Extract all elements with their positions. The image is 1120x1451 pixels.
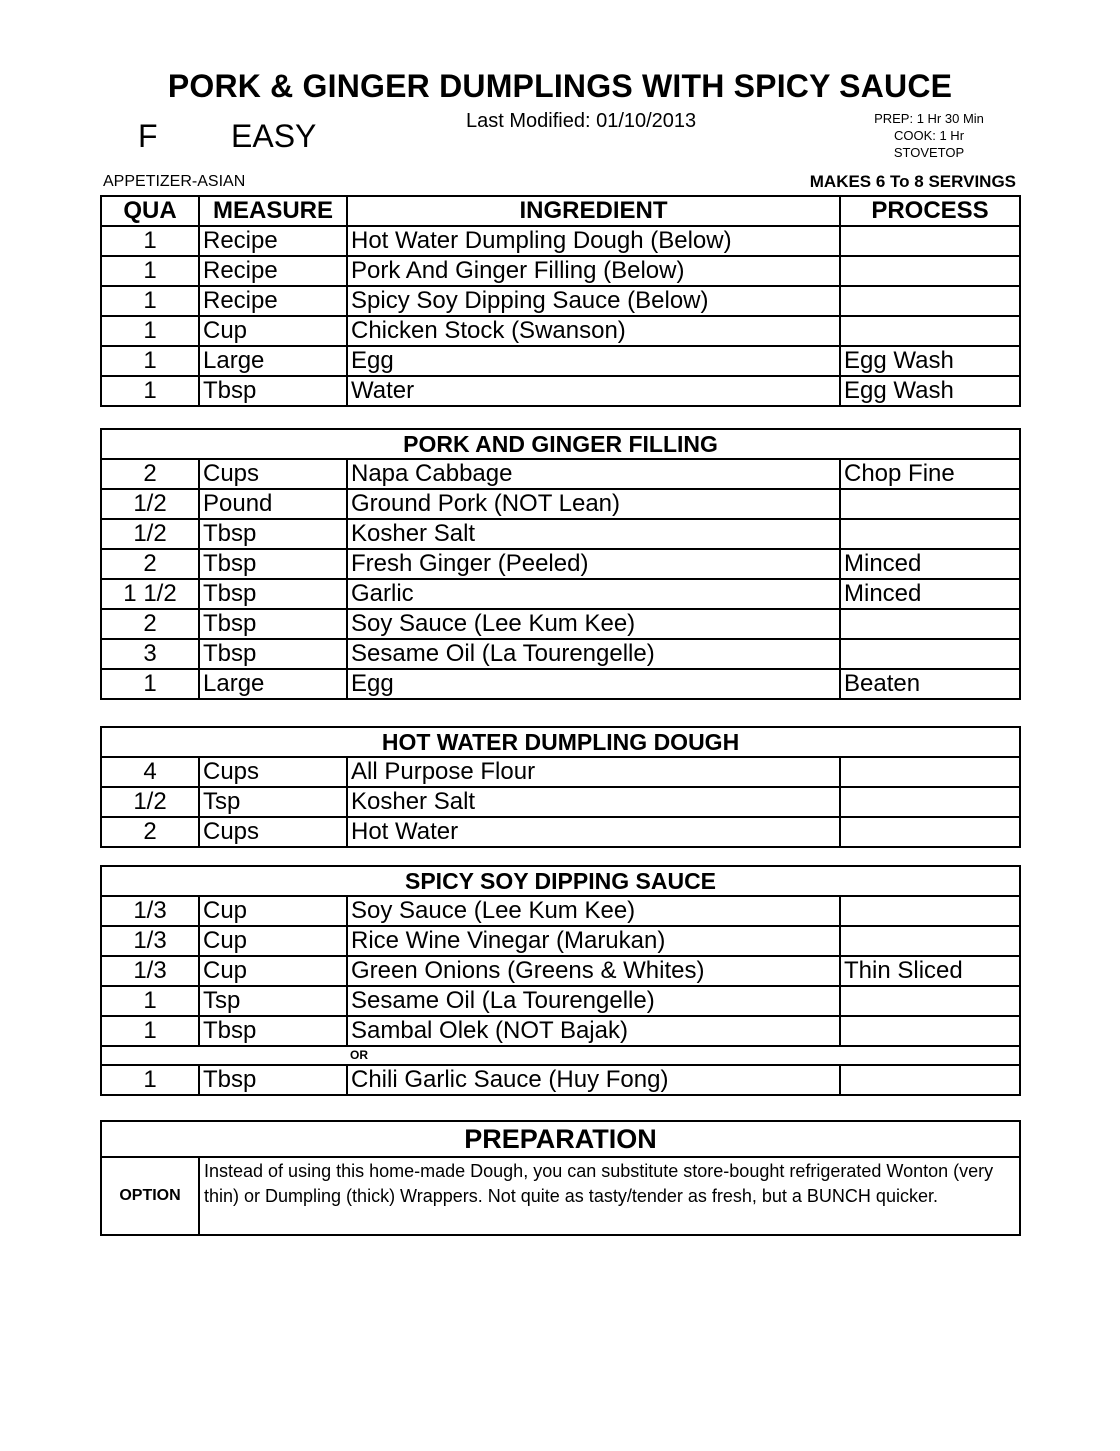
or-label: OR (347, 1046, 1020, 1065)
header-measure: MEASURE (199, 196, 347, 226)
measure-cell: Tbsp (199, 1065, 347, 1095)
measure-cell: Recipe (199, 226, 347, 256)
qty-cell: 1/3 (101, 926, 199, 956)
qty-cell: 1 1/2 (101, 579, 199, 609)
process-cell (840, 489, 1020, 519)
process-cell: Chop Fine (840, 459, 1020, 489)
process-cell (840, 757, 1020, 787)
qty-cell: 1 (101, 669, 199, 699)
table-row (101, 489, 1020, 519)
qty-cell: 2 (101, 549, 199, 579)
qty-cell: 1 (101, 346, 199, 376)
process-cell: Minced (840, 579, 1020, 609)
process-cell (840, 1016, 1020, 1046)
table-row (101, 956, 1020, 986)
qty-cell: 3 (101, 639, 199, 669)
qty-cell: 1 (101, 376, 199, 406)
ingredient-cell: All Purpose Flour (347, 757, 840, 787)
difficulty-label: EASY (231, 118, 317, 154)
measure-cell: Tbsp (199, 609, 347, 639)
process-cell (840, 256, 1020, 286)
table-row (101, 817, 1020, 847)
process-cell (840, 817, 1020, 847)
ingredient-cell: Chicken Stock (Swanson) (347, 316, 840, 346)
cook-method: STOVETOP (893, 145, 965, 160)
table-row (101, 639, 1020, 669)
preparation-text: Instead of using this home-made Dough, you can substitute store-bought refrigerated Wonton (very thin) or Dumpling (thick) Wrappers. Not quite as tasty/tender as fresh, but a BUNCH quicker. (199, 1157, 1020, 1235)
table-row (101, 609, 1020, 639)
qty-cell: 2 (101, 817, 199, 847)
filling-title: PORK AND GINGER FILLING (101, 429, 1020, 459)
table-row (101, 757, 1020, 787)
table-row (101, 1065, 1020, 1095)
main-ingredients-table (100, 195, 1021, 407)
process-cell: Egg Wash (840, 376, 1020, 406)
qty-cell: 1 (101, 256, 199, 286)
measure-cell: Cups (199, 817, 347, 847)
table-row (101, 579, 1020, 609)
ingredient-cell: Egg (347, 669, 840, 699)
table-row (101, 896, 1020, 926)
ingredient-cell: Spicy Soy Dipping Sauce (Below) (347, 286, 840, 316)
ingredient-cell: Sesame Oil (La Tourengelle) (347, 639, 840, 669)
qty-cell: 4 (101, 757, 199, 787)
qty-cell: 2 (101, 459, 199, 489)
process-cell (840, 926, 1020, 956)
measure-cell: Tbsp (199, 1016, 347, 1046)
process-cell (840, 1065, 1020, 1095)
timings-block (858, 110, 1000, 161)
or-spacer (101, 1046, 199, 1065)
recipe-code: F (138, 118, 158, 154)
measure-cell: Tbsp (199, 639, 347, 669)
prep-time: PREP: 1 Hr 30 Min (874, 111, 984, 126)
section-header-row (101, 429, 1020, 459)
ingredient-cell: Fresh Ginger (Peeled) (347, 549, 840, 579)
header-qua: QUA (101, 196, 199, 226)
measure-cell: Cup (199, 926, 347, 956)
measure-cell: Cup (199, 316, 347, 346)
ingredient-cell: Ground Pork (NOT Lean) (347, 489, 840, 519)
or-spacer (199, 1046, 347, 1065)
table-row (101, 549, 1020, 579)
measure-cell: Tbsp (199, 376, 347, 406)
qty-cell: 1/3 (101, 896, 199, 926)
ingredient-cell: Water (347, 376, 840, 406)
table-row (101, 986, 1020, 1016)
process-cell (840, 316, 1020, 346)
servings-label: MAKES 6 To 8 SERVINGS (809, 172, 1016, 191)
or-separator-row (101, 1046, 1020, 1065)
cook-time: COOK: 1 Hr (893, 128, 965, 143)
measure-cell: Large (199, 346, 347, 376)
section-header-row (101, 866, 1020, 896)
process-cell (840, 986, 1020, 1016)
ingredient-cell: Hot Water Dumpling Dough (Below) (347, 226, 840, 256)
process-cell (840, 519, 1020, 549)
preparation-table (100, 1120, 1021, 1236)
preparation-row (101, 1157, 1020, 1235)
recipe-title: PORK & GINGER DUMPLINGS WITH SPICY SAUCE (167, 68, 953, 104)
qty-cell: 1 (101, 286, 199, 316)
measure-cell: Tbsp (199, 519, 347, 549)
qty-cell: 1 (101, 1016, 199, 1046)
measure-cell: Cups (199, 459, 347, 489)
measure-cell: Tbsp (199, 549, 347, 579)
process-cell (840, 639, 1020, 669)
table-row (101, 669, 1020, 699)
dough-table (100, 726, 1021, 848)
measure-cell: Cup (199, 896, 347, 926)
ingredient-cell: Pork And Ginger Filling (Below) (347, 256, 840, 286)
process-cell (840, 286, 1020, 316)
measure-cell: Recipe (199, 286, 347, 316)
ingredient-cell: Sesame Oil (La Tourengelle) (347, 986, 840, 1016)
header-ingredient: INGREDIENT (347, 196, 840, 226)
measure-cell: Large (199, 669, 347, 699)
ingredient-cell: Hot Water (347, 817, 840, 847)
qty-cell: 1/2 (101, 519, 199, 549)
ingredient-cell: Green Onions (Greens & Whites) (347, 956, 840, 986)
option-label: OPTION (101, 1157, 199, 1235)
qty-cell: 2 (101, 609, 199, 639)
process-cell: Beaten (840, 669, 1020, 699)
table-row (101, 256, 1020, 286)
ingredient-cell: Egg (347, 346, 840, 376)
table-row (101, 519, 1020, 549)
section-header-row (101, 1121, 1020, 1157)
ingredient-cell: Kosher Salt (347, 519, 840, 549)
measure-cell: Pound (199, 489, 347, 519)
process-cell (840, 609, 1020, 639)
table-row (101, 376, 1020, 406)
dough-title: HOT WATER DUMPLING DOUGH (101, 727, 1020, 757)
ingredient-cell: Soy Sauce (Lee Kum Kee) (347, 609, 840, 639)
ingredient-cell: Kosher Salt (347, 787, 840, 817)
category-label: APPETIZER-ASIAN (103, 173, 246, 190)
preparation-title: PREPARATION (101, 1121, 1020, 1157)
qty-cell: 1 (101, 986, 199, 1016)
ingredient-cell: Sambal Olek (NOT Bajak) (347, 1016, 840, 1046)
ingredient-cell: Napa Cabbage (347, 459, 840, 489)
header-process: PROCESS (840, 196, 1020, 226)
qty-cell: 1/2 (101, 787, 199, 817)
sauce-title: SPICY SOY DIPPING SAUCE (101, 866, 1020, 896)
sauce-table (100, 865, 1021, 1096)
measure-cell: Cup (199, 956, 347, 986)
ingredient-cell: Rice Wine Vinegar (Marukan) (347, 926, 840, 956)
filling-table (100, 428, 1021, 700)
table-row (101, 286, 1020, 316)
measure-cell: Tsp (199, 787, 347, 817)
section-header-row (101, 727, 1020, 757)
ingredient-cell: Garlic (347, 579, 840, 609)
qty-cell: 1/2 (101, 489, 199, 519)
ingredient-cell: Soy Sauce (Lee Kum Kee) (347, 896, 840, 926)
process-cell (840, 787, 1020, 817)
table-row (101, 316, 1020, 346)
table-row (101, 226, 1020, 256)
table-header-row (101, 196, 1020, 226)
table-row (101, 926, 1020, 956)
last-modified: Last Modified: 01/10/2013 (466, 110, 697, 132)
table-row (101, 459, 1020, 489)
table-row (101, 1016, 1020, 1046)
measure-cell: Tsp (199, 986, 347, 1016)
process-cell: Thin Sliced (840, 956, 1020, 986)
process-cell (840, 226, 1020, 256)
ingredient-cell: Chili Garlic Sauce (Huy Fong) (347, 1065, 840, 1095)
measure-cell: Cups (199, 757, 347, 787)
qty-cell: 1/3 (101, 956, 199, 986)
table-row (101, 787, 1020, 817)
measure-cell: Tbsp (199, 579, 347, 609)
table-row (101, 346, 1020, 376)
measure-cell: Recipe (199, 256, 347, 286)
qty-cell: 1 (101, 226, 199, 256)
qty-cell: 1 (101, 1065, 199, 1095)
qty-cell: 1 (101, 316, 199, 346)
process-cell (840, 896, 1020, 926)
process-cell: Egg Wash (840, 346, 1020, 376)
process-cell: Minced (840, 549, 1020, 579)
